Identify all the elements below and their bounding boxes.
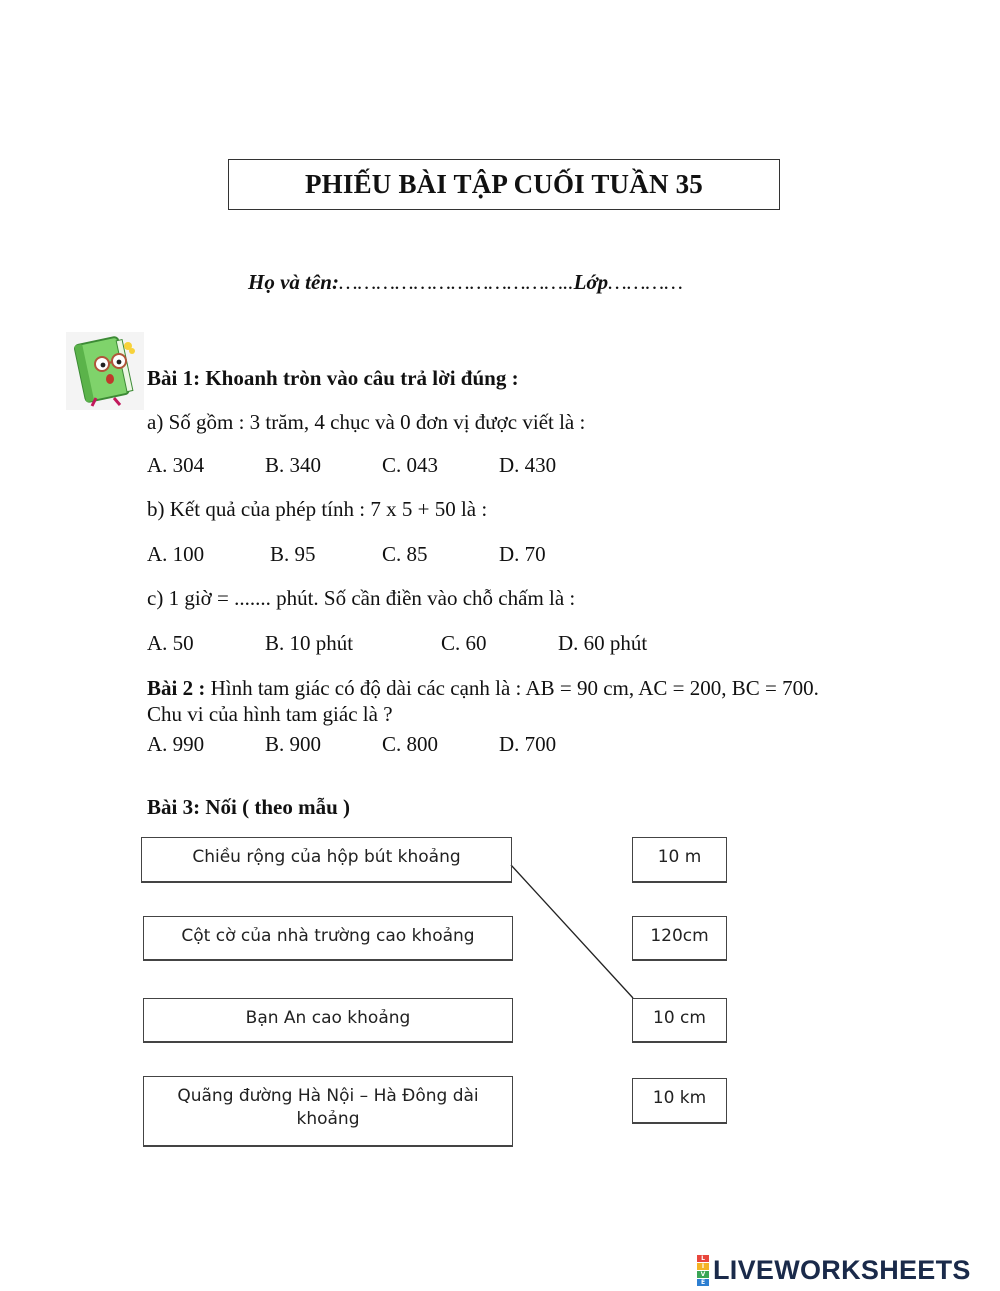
match-right-item[interactable]: 10 cm: [632, 998, 727, 1043]
ex2-text: Hình tam giác có độ dài các cạnh là : AB = 90 cm, AC = 200, BC = 700.: [205, 676, 819, 700]
name-label: Họ và tên:: [248, 270, 339, 294]
class-blank[interactable]: …………: [608, 270, 683, 294]
ex3-heading: Bài 3: Nối ( theo mẫu ): [147, 795, 350, 819]
logo-cube: V: [697, 1271, 709, 1278]
match-right-item[interactable]: 10 m: [632, 837, 727, 883]
option-a-2[interactable]: B. 340: [265, 453, 322, 477]
match-left-item[interactable]: Bạn An cao khoảng: [143, 998, 513, 1043]
option-ex2-4[interactable]: D. 700: [499, 732, 557, 756]
ex2-label: Bài 2 :: [147, 676, 206, 700]
option-a-4[interactable]: D. 430: [499, 453, 557, 477]
option-a-3[interactable]: C. 043: [382, 453, 439, 477]
logo-cube: L: [697, 1255, 709, 1262]
liveworksheets-logo: [697, 1255, 971, 1285]
logo-cube: I: [697, 1263, 709, 1270]
logo-cube: E: [697, 1279, 709, 1286]
ex2-question-line2: Chu vi của hình tam giác là ?: [147, 702, 393, 726]
ex1-heading: Bài 1: Khoanh tròn vào câu trả lời đúng :: [147, 366, 519, 390]
match-left-item[interactable]: Chiều rộng của hộp bút khoảng: [141, 837, 512, 883]
name-blank[interactable]: ………………………………..: [338, 270, 574, 294]
ex1-question-c: c) 1 giờ = ....... phút. Số cần điền vào chỗ chấm là :: [147, 586, 576, 610]
option-ex2-3[interactable]: C. 800: [382, 732, 439, 756]
option-b-4[interactable]: D. 70: [499, 542, 546, 566]
class-label: Lớp: [573, 270, 609, 294]
option-c-2[interactable]: B. 10 phút: [265, 631, 354, 655]
option-ex2-1[interactable]: A. 990: [147, 732, 205, 756]
option-b-1[interactable]: A. 100: [147, 542, 205, 566]
option-c-4[interactable]: D. 60 phút: [558, 631, 648, 655]
match-left-item[interactable]: Cột cờ của nhà trường cao khoảng: [143, 916, 513, 961]
option-b-2[interactable]: B. 95: [270, 542, 316, 566]
match-right-item[interactable]: 10 km: [632, 1078, 727, 1124]
match-left-item[interactable]: Quãng đường Hà Nội – Hà Đông dài khoảng: [143, 1076, 513, 1147]
ex1-question-b: b) Kết quả của phép tính : 7 x 5 + 50 là :: [147, 497, 488, 521]
option-ex2-2[interactable]: B. 900: [265, 732, 322, 756]
option-a-1[interactable]: A. 304: [147, 453, 205, 477]
option-b-3[interactable]: C. 85: [382, 542, 428, 566]
logo-cubes-icon: [697, 1255, 709, 1286]
match-right-item[interactable]: 120cm: [632, 916, 727, 961]
ex1-question-a: a) Số gồm : 3 trăm, 4 chục và 0 đơn vị được viết là :: [147, 410, 586, 434]
page-title: PHIẾU BÀI TẬP CUỐI TUẦN 35: [228, 159, 780, 210]
option-c-1[interactable]: A. 50: [147, 631, 194, 655]
option-c-3[interactable]: C. 60: [441, 631, 487, 655]
logo-text: LIVEWORKSHEETS: [713, 1254, 971, 1285]
